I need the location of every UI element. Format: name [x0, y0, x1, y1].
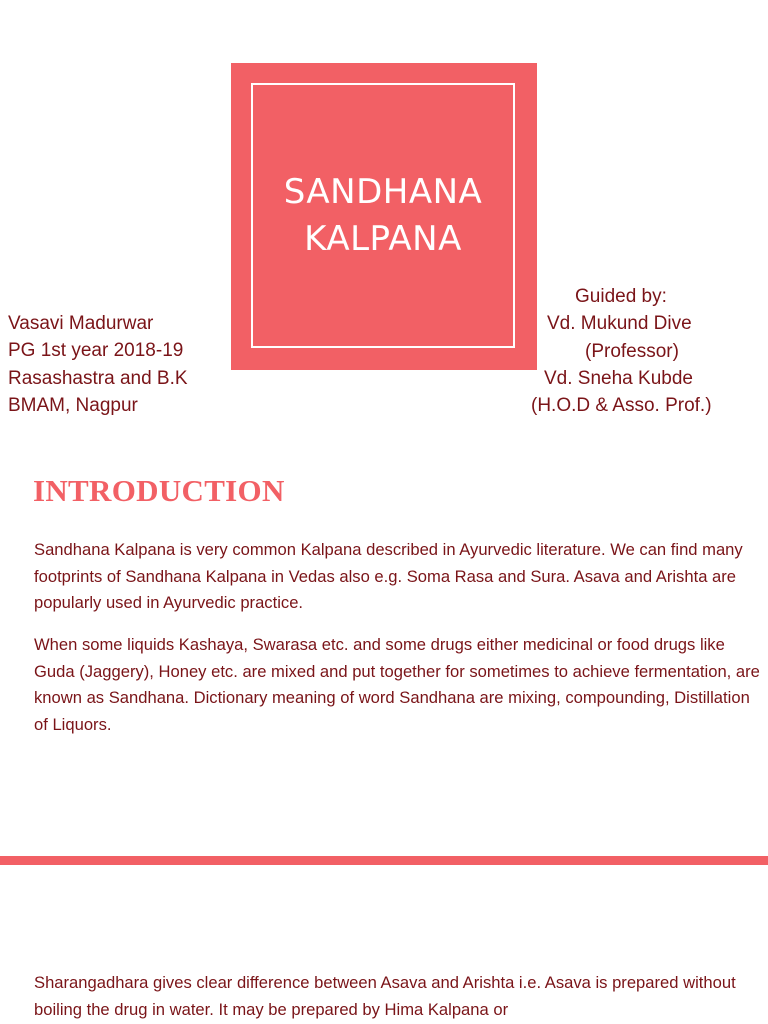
author-college: BMAM, Nagpur: [8, 394, 138, 416]
guide1-name: Vd. Mukund Dive: [547, 313, 692, 335]
title-line-1: SANDHANA: [283, 171, 483, 212]
guide1-role: (Professor): [585, 340, 679, 362]
page-divider: [0, 856, 768, 865]
introduction-paragraph-1: Sandhana Kalpana is very common Kalpana described in Ayurvedic literature. We can find many footprints of Sandhana Kalpana in Vedas also e.g. Soma Rasa and Sura. Asava and Arishta are popularly used in Ayurvedic practice.: [34, 540, 743, 612]
author-year: PG 1st year 2018-19: [8, 340, 184, 362]
author-department: Rasashastra and B.K: [8, 367, 188, 389]
next-page-paragraph: Sharangadhara gives clear difference between Asava and Arishta i.e. Asava is prepared without boiling the drug in water. It may be prepared by Hima Kalpana or: [34, 973, 736, 1019]
guide-block: [520, 283, 758, 419]
title-box: [231, 63, 537, 370]
author-block: [8, 310, 188, 419]
guide-label: Guided by:: [575, 286, 667, 307]
author-name: Vasavi Madurwar: [8, 313, 154, 334]
guide2-role: (H.O.D & Asso. Prof.): [531, 395, 712, 417]
title-line-2: KALPANA: [304, 218, 462, 259]
guide2-name: Vd. Sneha Kubde: [544, 367, 693, 389]
title-frame: [251, 83, 515, 348]
introduction-heading: INTRODUCTION: [33, 473, 285, 508]
introduction-paragraph-2: When some liquids Kashaya, Swarasa etc. and some drugs either medicinal or food drugs like Guda (Jaggery), Honey etc. are mixed and put together for sometimes to achieve fermentation, are known as Sandhana. Dictionary meaning of word Sandhana are mixing, compounding, Distillation of Liquors.: [34, 635, 760, 734]
